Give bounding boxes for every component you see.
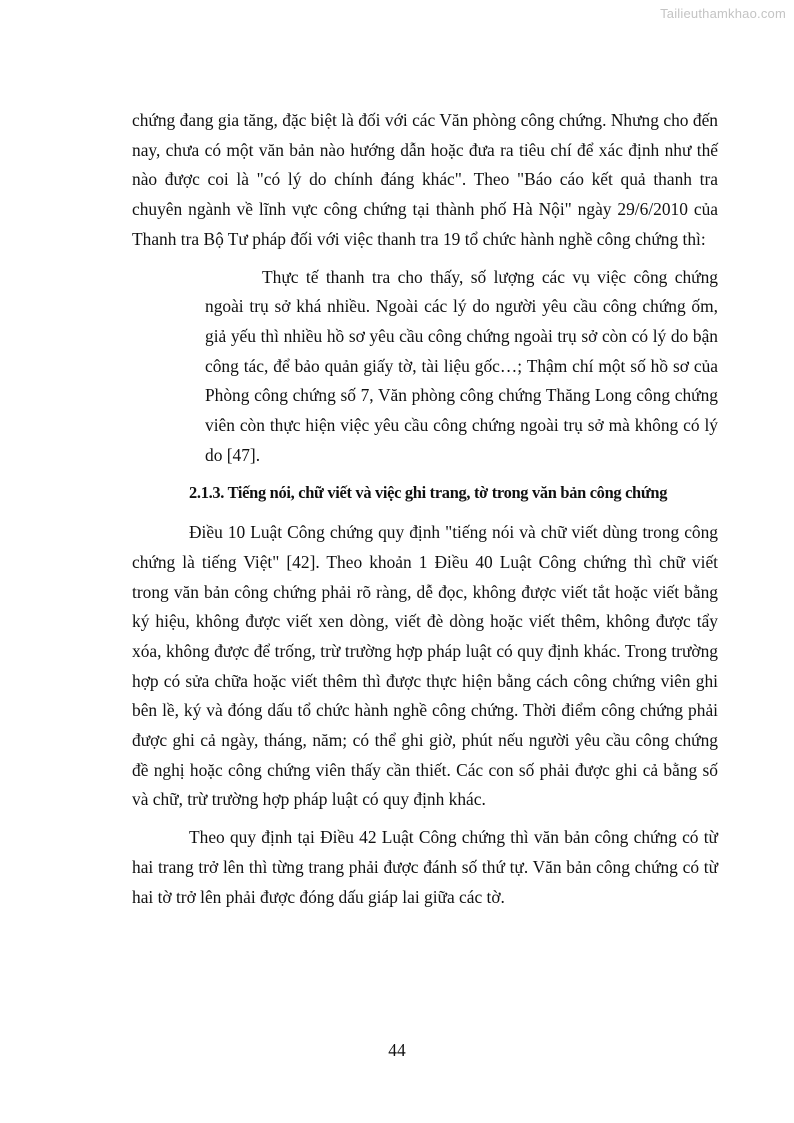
paragraph-article-42: Theo quy định tại Điều 42 Luật Công chứng thì văn bản công chứng có từ hai trang trở lên thì từng trang phải được đánh số thứ tự. Văn bản công chứng có từ hai tờ trở lên phải được đóng dấu giáp lai giữa các tờ. [132, 827, 718, 907]
paragraph-intro: chứng đang gia tăng, đặc biệt là đối với các Văn phòng công chứng. Nhưng cho đến nay, chưa có một văn bản nào hướng dẫn hoặc đưa ra tiêu chí để xác định như thế nào được coi là "có lý do chính đáng khác". Theo "Báo cáo kết quả thanh tra chuyên ngành về lĩnh vực công chứng tại thành phố Hà Nội" ngày 29/6/2010 của Thanh tra Bộ Tư pháp đối với việc thanh tra 19 tổ chức hành nghề công chứng thì: [132, 110, 718, 249]
page-number: 44 [388, 1040, 406, 1060]
document-body [132, 106, 718, 912]
watermark-text: Tailieuthamkhao.com [660, 6, 786, 21]
section-heading: 2.1.3. Tiếng nói, chữ viết và việc ghi trang, tờ trong văn bản công chứng [189, 483, 668, 503]
block-quote: Thực tế thanh tra cho thấy, số lượng các vụ việc công chứng ngoài trụ sở khá nhiều. Ngoài các lý do người yêu cầu công chứng ốm, giả yếu thì nhiều hồ sơ yêu cầu công chứng ngoài trụ sở còn có lý do bận công tác, để bảo quản giấy tờ, tài liệu gốc…; Thậm chí một số hồ sơ của Phòng công chứng số 7, Văn phòng công chứng Thăng Long công chứng viên còn thực hiện việc yêu cầu công chứng ngoài trụ sở mà không có lý do [47]. [205, 266, 718, 465]
paragraph-article-10: Điều 10 Luật Công chứng quy định "tiếng nói và chữ viết dùng trong công chứng là tiếng Việt" [42]. Theo khoản 1 Điều 40 Luật Công chứng thì chữ viết trong văn bản công chứng phải rõ ràng, dễ đọc, không được viết tắt hoặc viết bằng ký hiệu, không được viết xen dòng, viết đè dòng hoặc viết thêm, không được tẩy xóa, không được để trống, trừ trường hợp pháp luật có quy định khác. Trong trường hợp có sửa chữa hoặc viết thêm thì được thực hiện bằng cách công chứng viên ghi bên lề, ký và đóng dấu tổ chức hành nghề công chứng. Thời điểm công chứng phải được ghi cả ngày, tháng, năm; có thể ghi giờ, phút nếu người yêu cầu công chứng đề nghị hoặc công chứng viên thấy cần thiết. Các con số phải được ghi cả bằng số và chữ, trừ trường hợp pháp luật có quy định khác. [132, 522, 718, 810]
